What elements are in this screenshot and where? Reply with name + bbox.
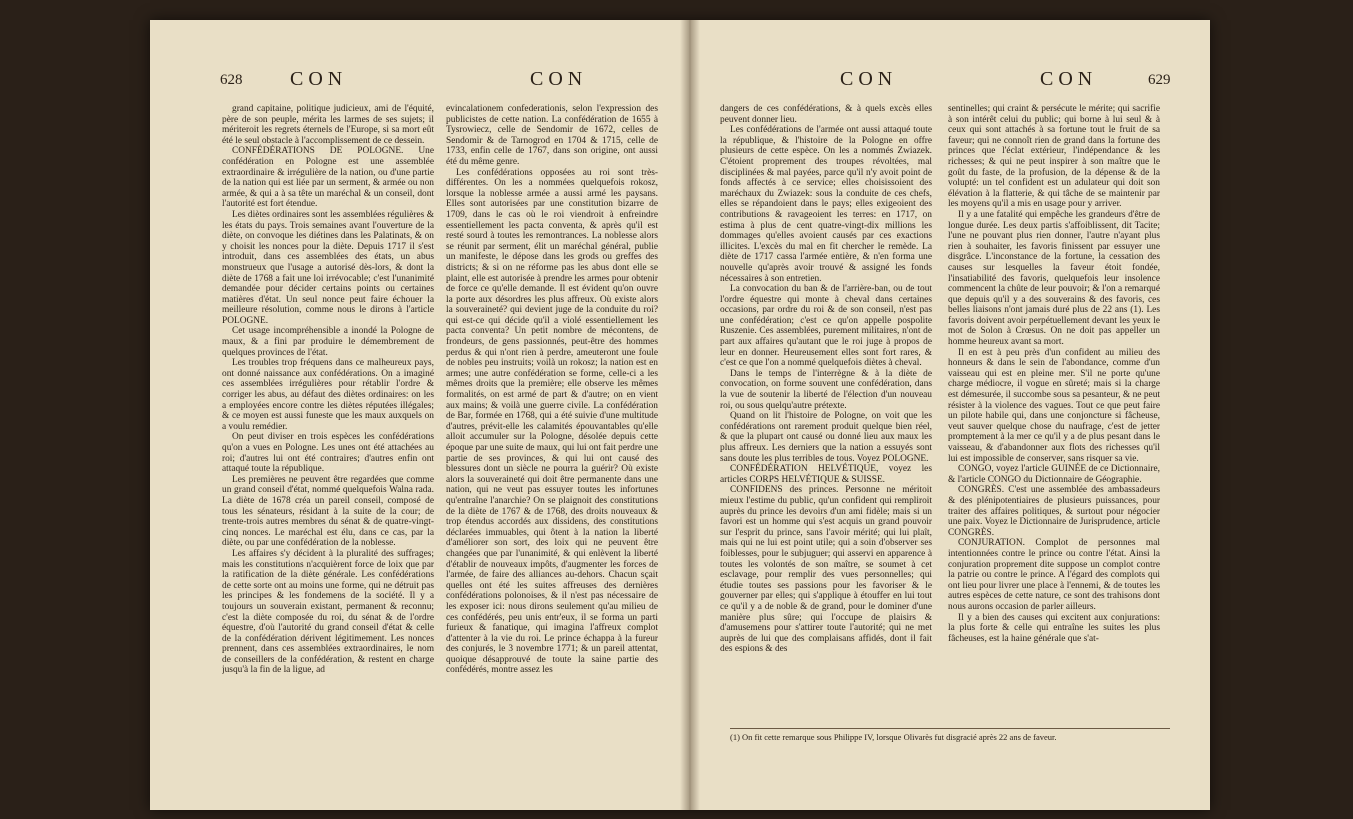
page-number: 629 xyxy=(1148,72,1171,88)
left-page-column-2 xyxy=(446,104,658,772)
running-head-word: CON xyxy=(530,68,588,90)
right-running-head xyxy=(720,68,1180,98)
paragraph: Dans le temps de l'interrègne & à la diète de convocation, on forme souvent une confédération, dans la vue de soutenir la liberté de l'élection d'un nouveau roi, ou sous quelqu'autre prétexte. xyxy=(720,368,932,411)
book-spine xyxy=(680,20,700,810)
paragraph: grand capitaine, politique judicieux, ami de l'équité, père de son peuple, mérita les larmes de ses sujets; il mériteroit les regrets éternels de l'Europe, si sa mort eût été le seul obstacle à l'accomplissement de ce dessein. xyxy=(222,104,434,146)
paragraph: La convocation du ban & de l'arrière-ban, ou de tout l'ordre équestre qui monte à cheval dans certaines occasions, par ordre du roi & de son conseil, n'est pas une confédération; c'est ce qu'on appelle pospolite Ruszenie. Ces assemblées, purement militaires, n'ont de part aux affaires qu'autant que le roi juge à propos de leur en donner. Heureusement elles sont fort rares, & c'est ce que l'on a nommé quelquefois diètes à cheval. xyxy=(720,284,932,369)
footnote: (1) On fit cette remarque sous Philippe IV, lorsque Olivarès fut disgracié après 22 ans de faveur. xyxy=(730,728,1170,742)
paragraph: CONFÉDÉRATION HELVÉTIQUE, voyez les articles CORPS HELVÉTIQUE & SUISSE. xyxy=(720,464,932,485)
paragraph: Les troubles trop fréquens dans ce malheureux pays, ont donné naissance aux confédérations. On a imaginé ces assemblées irrégulières pour rétablir l'ordre & corriger les abus, au défaut des diètes ordinaires: on les a employées encore contre les diètes réputées illégales; & ce moyen est aussi funeste que les maux auxquels on a voulu remédier. xyxy=(222,358,434,432)
paragraph: CONFÉDÉRATIONS DE POLOGNE. Une confédération en Pologne est une assemblée extraordinaire & irrégulière de la nation, ou d'une partie de la nation qui est liée par un serment, & armée ou non armée, & qui a à sa tête un maréchal & un conseil, dont l'autorité est fort étendue. xyxy=(222,146,434,210)
running-head-word: CON xyxy=(1040,68,1098,90)
paragraph: evincalationem confederationis, selon l'expression des publicistes de cette nation. La confédération de 1655 à Tysrowiecz, celle de Sendomir de 1672, celles de Sendomir & de Tarnogrod en 1704 & 1715, celle de 1733, enfin celle de 1767, dans son origine, ont aussi été du même genre. xyxy=(446,104,658,167)
paragraph: Les confédérations de l'armée ont aussi attaqué toute la république, & l'histoire de la Pologne en offre plusieurs de cette espèce. On les a nommés Zwiazek. C'étoient proprement des troupes révoltées, mal disciplinées & mal payées, parce qu'il n'y avoit point de fonds affectés à ce service; elles choisissoient des maréchaux du Zwiazek: sous la conduite de ces chefs, elles se répandoient dans le pays; elles exigeoient des contributions & ravageoient les terres: en 1717, on estima à plus de cent quatre-vingt-dix millions les dommages qu'elles avoient causés par ces exactions illicites. L'excès du mal en fit chercher le remède. La diète de 1717 cassa l'armée entière, & n'en forma une nouvelle qu'après avoir trouvé & assigné les fonds nécessaires à son entretien. xyxy=(720,125,932,284)
paragraph: Il y a bien des causes qui excitent aux conjurations: la plus forte & celle qui entraîne les suites les plus fâcheuses, est la haine générale que s'at- xyxy=(948,612,1160,644)
left-running-head xyxy=(220,68,660,98)
right-page-column-1 xyxy=(720,104,932,724)
right-page xyxy=(700,20,1210,810)
paragraph: Les confédérations opposées au roi sont très-différentes. On les a nommées quelquefois rokosz, lorsque la noblesse armée a aussi armé les paysans. Elles sont autorisées par une constitution bizarre de 1709, dans le cas où le roi viendroit à enfreindre essentiellement les pacta conventa, & après qu'il est resté sourd à toutes les remontrances. La noblesse alors se réunit par serment, élit un maréchal général, publie un manifeste, le dépose dans les grods ou greffes des districts; & si on ne réforme pas les abus dont elle se plaint, elle est autorisée à prendre les armes pour obtenir de force ce qu'elle demande. Il est évident qu'on ouvre la porte aux désordres les plus affreux. Où existe alors la souveraineté? qui devient juge de la conduite du roi? qui est-ce qui décide qu'il a violé essentiellement les pacta conventa? Un petit nombre de mécontens, de frondeurs, de gens passionnés, peut-être des hommes perdus & qui n'ont rien à perdre, ameuteront une foule de nobles peu instruits; voilà un rokosz; la nation est en armes; une autre confédération se forme, celle-ci a les mêmes droits que la première; elle observe les mêmes formalités, on est armé de part & d'autre; on en vient aux mains; & voilà une guerre civile. La confédération de Bar, formée en 1768, qui a été suivie d'une multitude d'autres, prévit-elle les calamités épouvantables qu'elle alloit accumuler sur la Pologne, désolée depuis cette époque par une suite de maux, qui lui ont fait perdre une partie de ses provinces, & qui lui ont causé des blessures dont un siècle ne pourra la guérir? Où existe alors la souveraineté qui doit être permanente dans une nation, qui ne veut pas essuyer toutes les infortunes qu'entraîne l'anarchie? On se plaignoit des constitutions de la diète de 1767 & de 1768, des droits nouveaux & trop étendus accordés aux dissidens, des constitutions déclarées immuables, qui ôtent à la nation la liberté d'améliorer son sort, des loix qui ne peuvent être changées que par l'unanimité, & qui enlèvent la liberté d'établir de nouveaux impôts, d'augmenter les forces de l'armée, de faire des alliances au-dehors. Chacun sçait quelles ont été les suites affreuses des dernières confédérations polonoises, & il n'est pas nécessaire de les exposer ici: nous dirons seulement qu'au milieu de ces confédérés, peu unis entr'eux, il se forma un parti furieux & fanatique, qui imagina l'affreux complot d'attenter à la vie du roi. Le prince échappa à la fureur des conjurés, le 3 novembre 1771; & un pareil attentat, quoique désapprouvé de toute la saine partie des confédérés, montre assez les xyxy=(446,167,658,676)
paragraph: Cet usage incompréhensible a inondé la Pologne de maux, & a fini par produire le démembrement de quelques provinces de l'état. xyxy=(222,326,434,358)
paragraph: On peut diviser en trois espèces les confédérations qu'on a vues en Pologne. Les unes ont été attachées au roi; d'autres lui ont été contraires; d'autres enfin ont attaqué toute la république. xyxy=(222,432,434,475)
paragraph: CONFIDENS des princes. Personne ne méritoit mieux l'estime du public, qu'un confident qui rempliroit auprès du prince les devoirs d'un ami fidèle; mais si un favori est un homme qui s'est acquis un grand pouvoir sur l'esprit du prince, sans l'avoir mérité; qui lui plaît, mais qui ne lui est point utile; qui a soin d'observer ses foiblesses, pour le subjuguer; qui asservi en apparence à toutes les volontés de son maître, se soumet à cet esclavage, pour remplir des vues personnelles; qui étudie toutes ses passions pour les favoriser & le gouverner par elles; qui s'applique à étouffer en lui tout ce qu'il y a de noble & de grand, pour le dominer d'une manière plus sûre; qui l'occupe de plaisirs & d'amusemens pour s'attirer toute l'autorité; qui ne met auprès de lui que des complaisans affidés, dont il fait des espions & des xyxy=(720,485,932,655)
paragraph: dangers de ces confédérations, & à quels excès elles peuvent donner lieu. xyxy=(720,104,932,125)
paragraph: Il y a une fatalité qui empêche les grandeurs d'être de longue durée. Les deux partis s'affoiblissent, dit Tacite; l'une ne pouvant plus rien donner, l'autre n'ayant plus rien à souhaiter, les favoris finissent par essuyer une disgrâce. L'inconstance de la fortune, la cessation des causes sur lesquelles la faveur étoit fondée, l'insatiabilité des favoris, quelquefois leur insolence commencent la chûte de leur pouvoir; & l'on a remarqué que depuis qu'il y a des souverains & des favoris, ces belles liaisons n'ont jamais duré plus de 22 ans (1). Les favoris doivent avoir perpétuellement devant les yeux le mot de Solon à Crœsus. On ne doit pas appeller un homme heureux avant sa mort. xyxy=(948,209,1160,348)
left-page-column-1 xyxy=(222,104,434,772)
paragraph: Il en est à peu près d'un confident au milieu des honneurs & dans le sein de l'abondance, comme d'un vaisseau qui est en pleine mer. S'il ne porte qu'une charge médiocre, il vogue en sûreté; mais si la charge est démesurée, il succombe sous sa pesanteur, & ne peut résister à la violence des vagues. Tout ce que peut faire un pilote habile qui, dans une conjoncture si fâcheuse, veut sauver quelque chose du naufrage, c'est de jetter promptement à la mer ce qu'il y a de plus pesant dans le vaisseau, & d'abandonner aux flots des richesses qu'il lui est impossible de conserver, sans risquer sa vie. xyxy=(948,347,1160,464)
running-head-word: CON xyxy=(290,68,348,90)
left-page xyxy=(150,20,680,810)
paragraph: Les affaires s'y décident à la pluralité des suffrages; mais les constitutions n'acquièrent force de loix que par la ratification de la diète générale. Les confédérations de cette sorte ont au moins une forme, qui ne détruit pas les principes & les fondemens de la société. Il y a toujours un souverain existant, permanent & reconnu; c'est la diète composée du roi, du sénat & de l'ordre équestre, d'où l'autorité du grand conseil d'état & celle de la confédération dérivent légitimement. Les nonces prennent, dans ces assemblées extraordinaires, le nom de conseillers de la confédération, & restent en charge jusqu'à la fin de la ligue, ad xyxy=(222,548,434,676)
paragraph: CONGRÈS. C'est une assemblée des ambassadeurs & des plénipotentiaires de plusieurs puissances, pour traiter des affaires politiques, & surtout pour négocier une paix. Voyez le Dictionnaire de Jurisprudence, article CONGRÈS. xyxy=(948,485,1160,538)
right-page-column-2 xyxy=(948,104,1160,724)
running-head-word: CON xyxy=(840,68,898,90)
open-book xyxy=(150,20,1210,810)
paragraph: sentinelles; qui craint & persécute le mérite; qui sacrifie à son intérêt celui du public; qui borne à lui seul & à ceux qui sont attachés à sa fortune tout le fruit de sa faveur; qui ne connoît rien de grand dans la fortune des princes que l'éclat extérieur, l'indépendance & les richesses; & qui ne peut inspirer à son maître que le goût du faste, de la profusion, de la dépense & de la volupté: un tel confident est un adulateur qui doit son élévation à la flatterie, & qui tâche de se maintenir par les moyens qu'il a mis en usage pour y arriver. xyxy=(948,104,1160,210)
paragraph: CONGO, voyez l'article GUINÉE de ce Dictionnaire, & l'article CONGO du Dictionnaire de Géographie. xyxy=(948,464,1160,485)
paragraph: CONJURATION. Complot de personnes mal intentionnées contre le prince ou contre l'état. Ainsi la conjuration proprement dite suppose un complot contre la patrie ou contre le prince. A l'égard des complots qui ont lieu pour livrer une place à l'ennemi, & de toutes les autres espèces de cette nature, ce sont des trahisons dont nous aurons occasion de parler ailleurs. xyxy=(948,538,1160,612)
paragraph: Quand on lit l'histoire de Pologne, on voit que les confédérations ont rarement produit quelque bien réel, & que la plupart ont causé ou donné lieu aux maux les plus affreux. Les derniers que la nation a essuyés sont sans doute les plus terribles de tous. Voyez POLOGNE. xyxy=(720,411,932,464)
page-number: 628 xyxy=(220,72,243,88)
paragraph: Les premières ne peuvent être regardées que comme un grand conseil d'état, nommé quelquefois Walna rada. La diète de 1678 créa un pareil conseil, composé de tous les sénateurs, résidant à la suite de la cour; de trente-trois autres membres du sénat & de quatre-vingt-cinq nonces. Le maréchal est élu, dans ce cas, par la diète, ou par une confédération de la noblesse. xyxy=(222,474,434,549)
paragraph: Les diètes ordinaires sont les assemblées régulières & les états du pays. Trois semaines avant l'ouverture de la diète, on convoque les diétines dans les Palatinats, & on y choisit les nonces pour la diète. Depuis 1717 il s'est introduit, dans ces assemblées des états, un abus monstrueux que l'usage a autorisé dès-lors, & dont la diète de 1768 a fait une loi irrévocable; c'est l'unanimité demandée pour décider certains points ou certaines matières d'état. Un seul nonce peut faire échouer la meilleure résolution, comme nous le dirons à l'article POLOGNE. xyxy=(222,209,434,326)
